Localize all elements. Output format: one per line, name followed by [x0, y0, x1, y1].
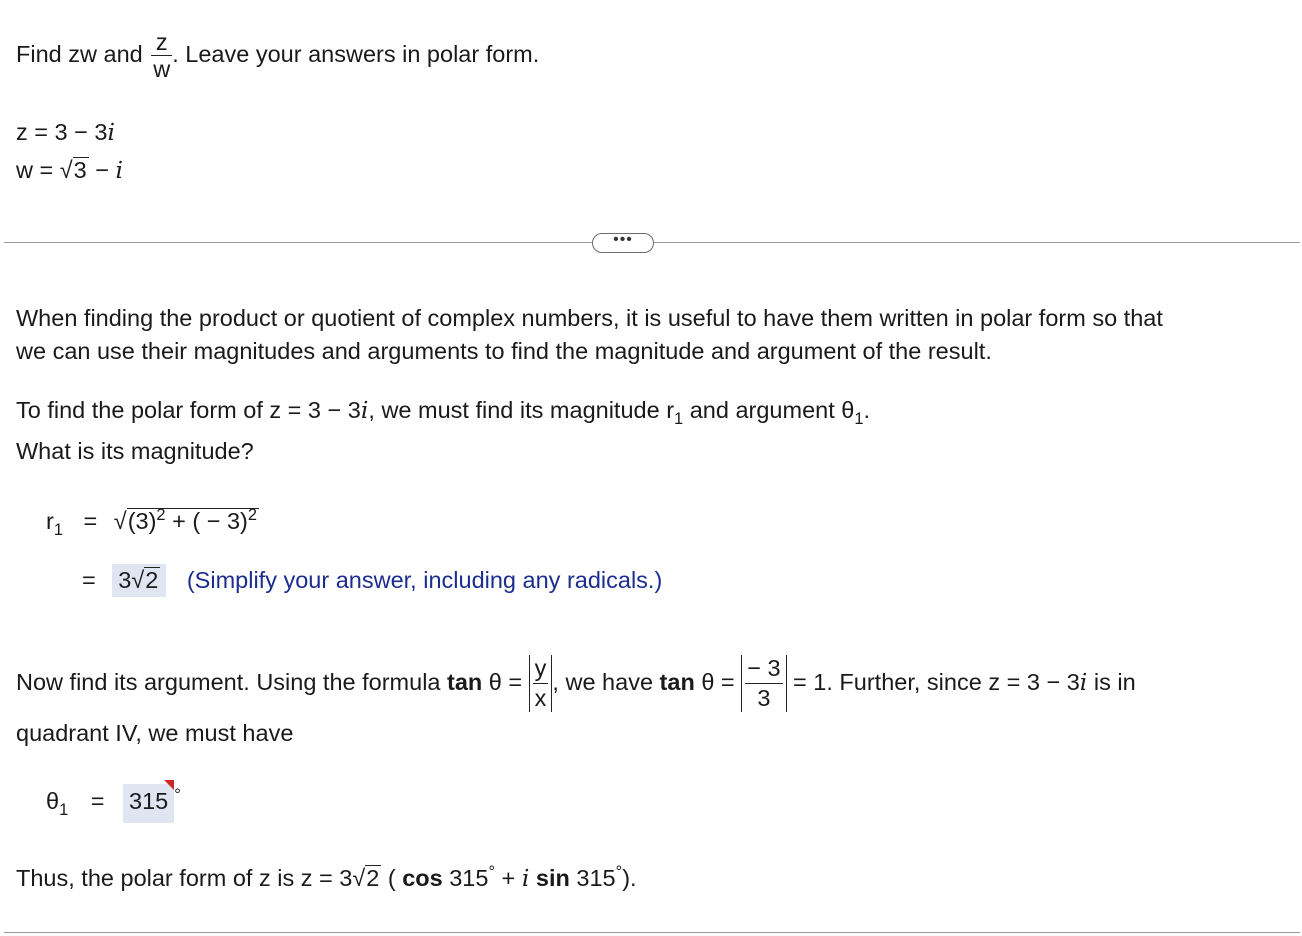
superscript-2: 2 [156, 505, 166, 524]
imaginary-unit: i [521, 864, 530, 892]
angle-1: 315 [442, 865, 489, 891]
answer-coefficient: 3 [118, 567, 132, 593]
tan-label: tan [447, 669, 483, 695]
r1-subscript: 1 [53, 520, 63, 539]
argument-text-3: = 1. Further, since z = 3 − 3 [793, 669, 1080, 695]
degree-symbol: ° [174, 785, 181, 804]
magnitude-instruction [16, 396, 871, 428]
prompt-instruction: . Leave your answers in polar form. [172, 41, 540, 67]
magnitude-text-2: , we must find its magnitude r [368, 397, 675, 423]
r1-answer-row [82, 564, 662, 597]
incorrect-flag-icon [164, 780, 174, 790]
superscript-2: 2 [247, 505, 258, 524]
subscript-1: 1 [854, 409, 864, 428]
tan-label: tan [659, 669, 695, 695]
answer-radicand: 2 [145, 567, 159, 593]
imaginary-unit: i [115, 156, 124, 184]
sqrt-icon: √ [131, 567, 145, 593]
cos-label: cos [402, 865, 443, 891]
w-definition: w = [16, 157, 54, 183]
magnitude-text-1: To find the polar form of z = 3 − 3 [16, 397, 361, 423]
intro-line-2: we can use their magnitudes and arguments to find the magnitude and argument of the result. [16, 338, 992, 364]
angle-2: 315 [569, 865, 616, 891]
z-definition: z = 3 − 3 [16, 119, 108, 145]
abs-neg3-over-3 [741, 655, 786, 712]
theta-answer-row [46, 784, 181, 823]
r1-radicand [127, 505, 259, 534]
radicand-part-a: (3) [127, 508, 157, 534]
imaginary-unit: i [1079, 668, 1088, 696]
subscript-1: 1 [674, 409, 684, 428]
intro-line-1: When finding the product or quotient of complex numbers, it is useful to have them written in polar form so that [16, 305, 1163, 331]
bottom-divider [4, 932, 1300, 933]
w-minus: − [95, 157, 110, 183]
fraction-denominator-x: x [534, 685, 547, 712]
imaginary-unit: i [360, 396, 369, 424]
neg3-over-3-fraction [745, 655, 782, 712]
open-paren: ( [381, 865, 403, 891]
conclusion [16, 864, 637, 892]
simplify-hint: (Simplify your answer, including any radicals.) [186, 567, 663, 593]
fraction-numerator-neg3: − 3 [745, 655, 782, 684]
y-over-x-fraction [533, 655, 549, 712]
theta-subscript: 1 [59, 800, 69, 819]
abs-y-over-x [529, 655, 553, 712]
equals-sign: = [82, 567, 96, 593]
fraction-denominator: w [153, 56, 171, 83]
radicand-part-b: + ( − 3) [165, 508, 248, 534]
prompt-find: Find zw and [16, 41, 143, 67]
theta-equals: θ = [694, 669, 735, 695]
degree-symbol: ° [488, 862, 496, 881]
theta-equals: θ = [482, 669, 523, 695]
show-more-button[interactable]: ••• [592, 233, 654, 253]
magnitude-question: What is its magnitude? [16, 438, 254, 464]
z-over-w-fraction [151, 30, 172, 82]
argument-text-4: is in [1087, 669, 1136, 695]
close-paren: ). [622, 865, 637, 891]
problem-prompt [16, 22, 539, 86]
imaginary-unit: i [107, 118, 115, 146]
magnitude-text-4: . [863, 397, 871, 423]
sqrt-icon: √ [113, 508, 127, 534]
w-radicand: 3 [73, 157, 87, 183]
theta-label: θ [46, 788, 60, 814]
given-z [16, 118, 115, 146]
theta-answer-field[interactable] [123, 784, 174, 823]
magnitude-text-3: and argument θ [683, 397, 855, 423]
sin-label: sin [535, 865, 570, 891]
r1-answer-field[interactable] [112, 564, 166, 597]
argument-instruction [16, 642, 1136, 722]
conclusion-radicand: 2 [366, 865, 380, 891]
given-w [16, 156, 123, 184]
degree-symbol: ° [615, 862, 623, 881]
fraction-numerator-y: y [533, 655, 549, 684]
r1-expression [46, 505, 259, 539]
argument-text-1: Now find its argument. Using the formula [16, 669, 448, 695]
plus-sign: + [495, 865, 522, 891]
fraction-numerator: z [151, 30, 172, 57]
equals-sign: = [83, 508, 98, 534]
argument-text-2: , we have [552, 669, 660, 695]
sqrt-icon: √ [59, 157, 73, 183]
sqrt-icon: √ [352, 865, 366, 891]
fraction-denominator-3: 3 [757, 685, 771, 712]
equals-sign: = [90, 788, 105, 814]
argument-line-2: quadrant IV, we must have [16, 720, 294, 746]
r1-label: r [46, 508, 54, 534]
conclusion-text: Thus, the polar form of z is z = 3 [16, 865, 353, 891]
theta-value: 315 [129, 788, 169, 814]
